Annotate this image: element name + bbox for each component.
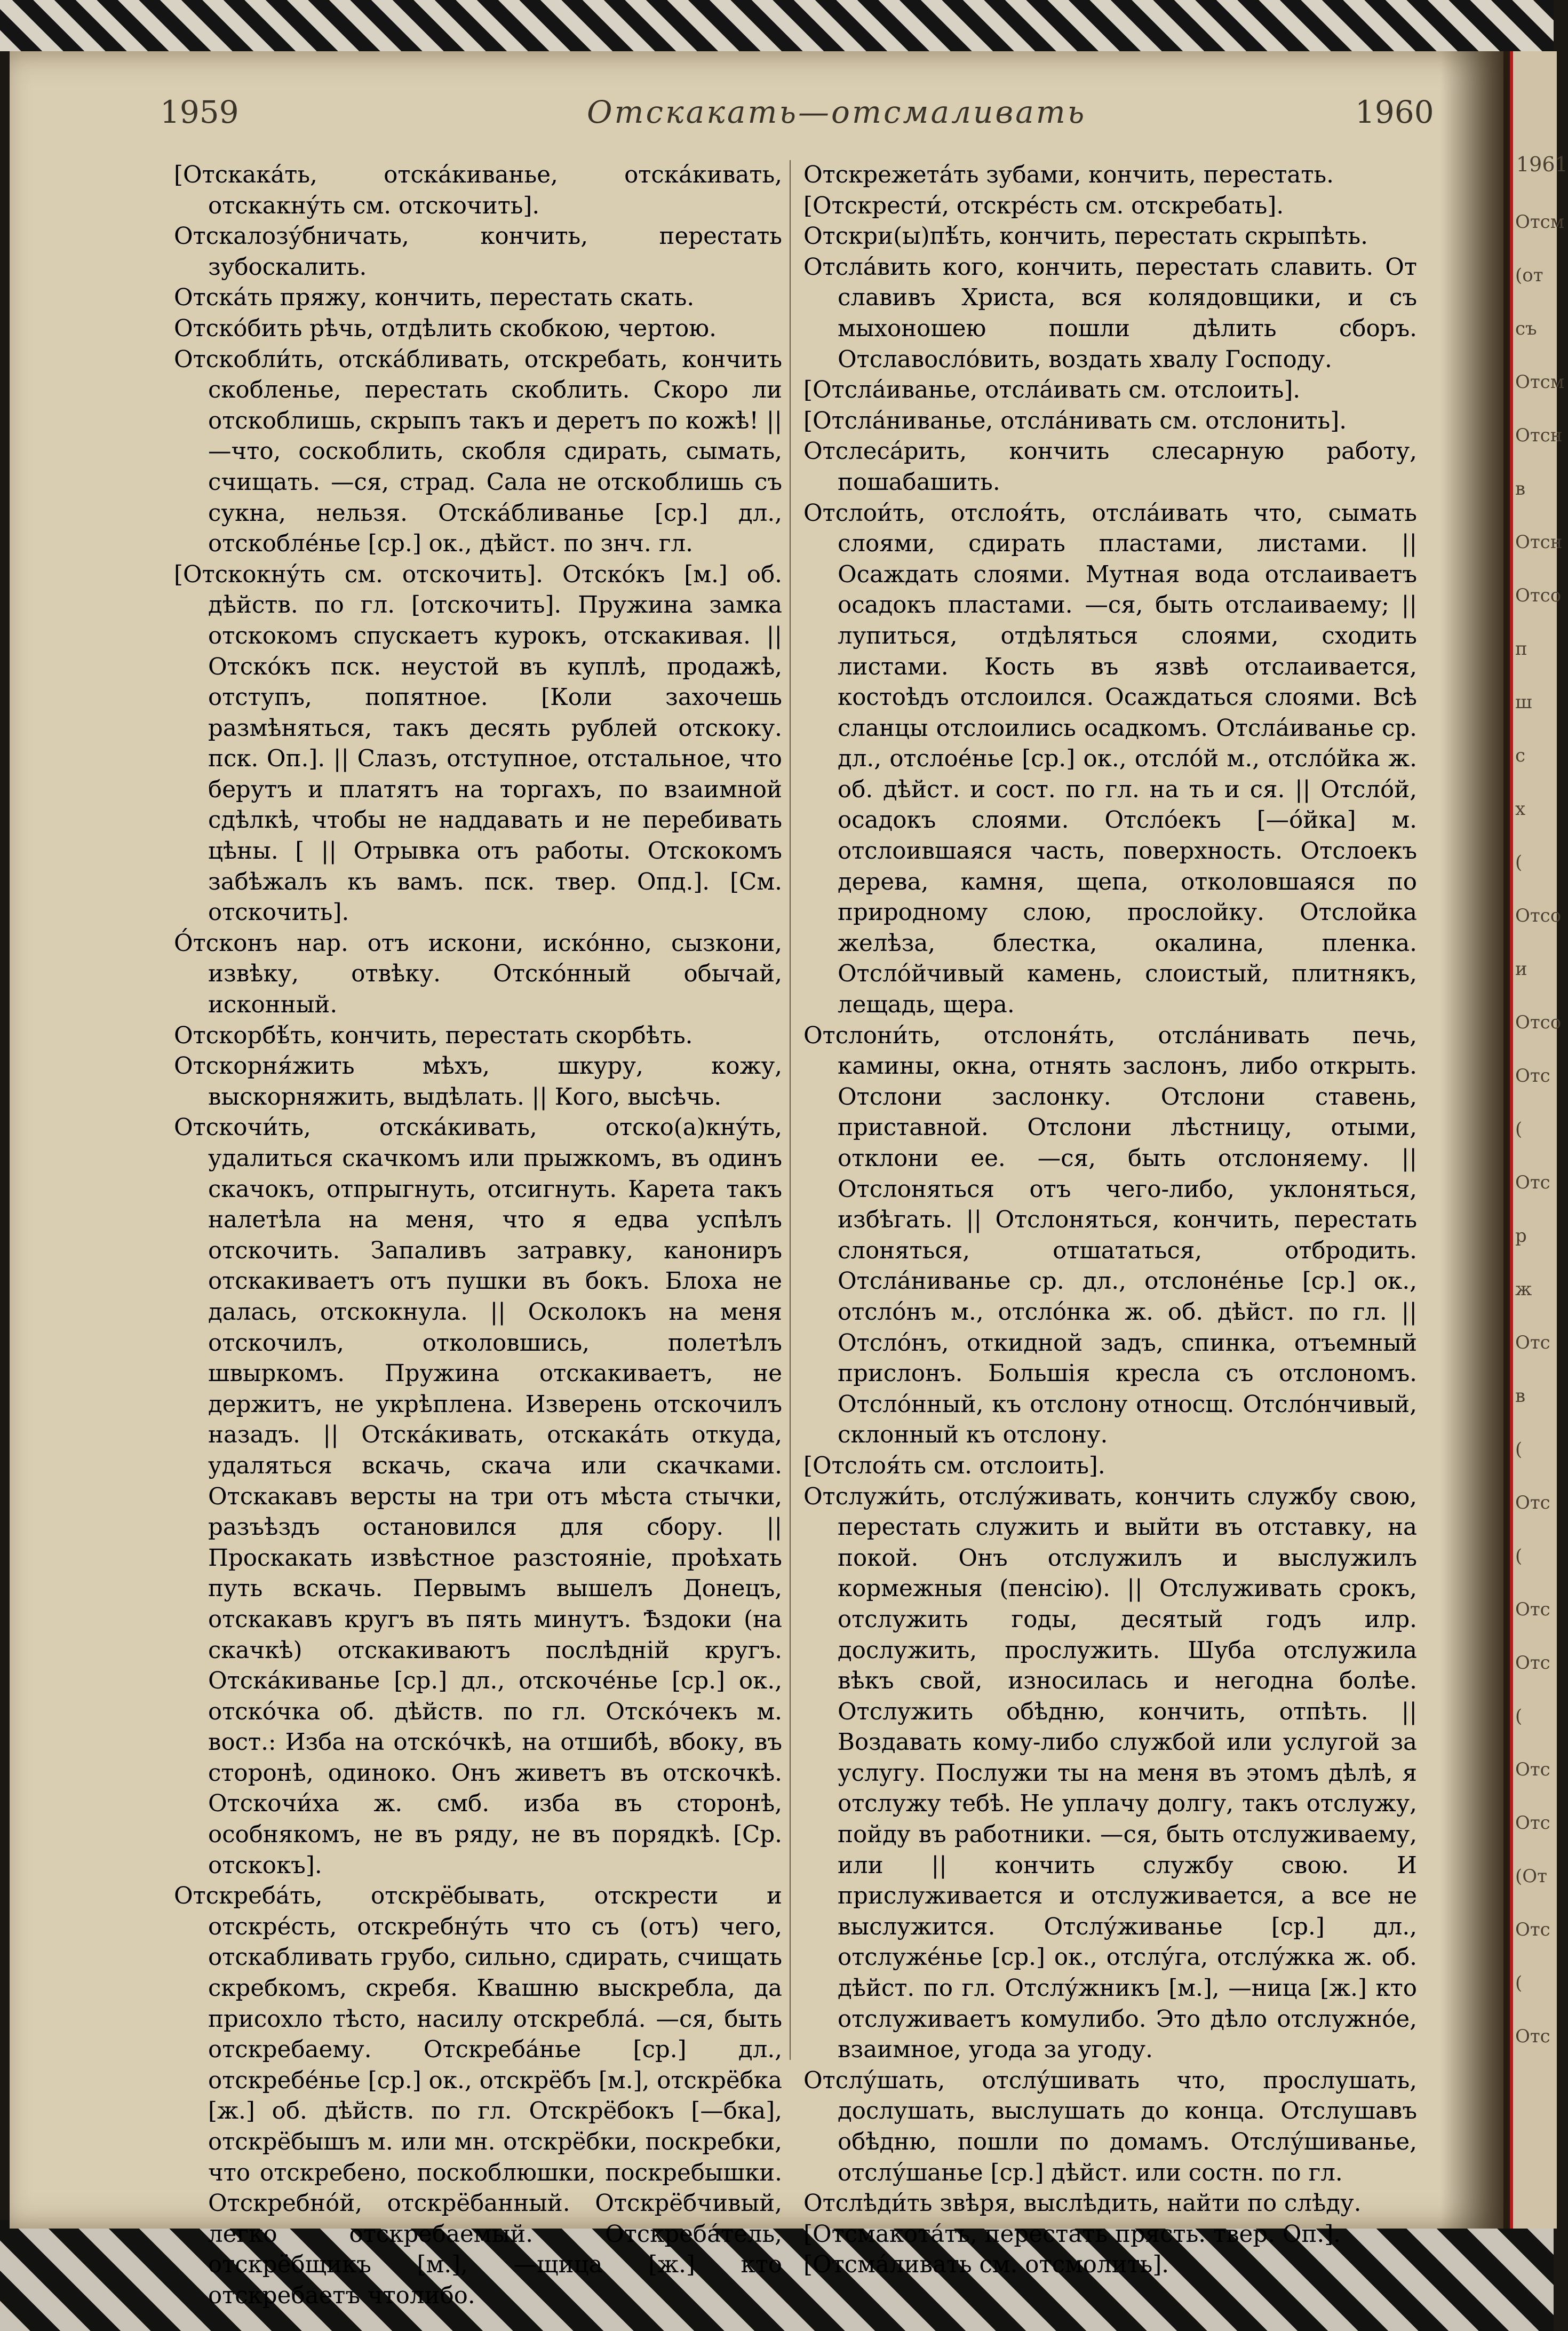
next-page-fragment: и: [1515, 958, 1527, 980]
dictionary-entry: Отслои́ть, отслоя́ть, отсла́ивать что, сымать слоями, сдирать пластами, листами. || Осаждать слоями. Мутная вода отслаиваетъ осадокъ пластами. —ся, быть отслаиваему; || лупиться, отдѣляться слоями, сходить листами. Кость въ язвѣ отслаивается, костоѣдъ отслоился. Осаждаться слоями. Всѣ сланцы отслоились осадкомъ. Отсла́иванье ср. дл., отслое́нье [ср.] ок., отсло́й м., отсло́йка ж. об. дѣйст. и сост. по гл. на ть и ся. || Отсло́й, осадокъ слоями. Отсло́екъ [—о́йка] м. отслоившаяся часть, поверхность. Отслоекъ дерева, камня, щепа, отколовшаяся по природному слою, прослойку. Отслойка желѣза, блестка, окалина, пленка. Отсло́йчивый камень, слоистый, плитнякъ, лещадь, щера.: [803, 500, 1417, 1019]
dictionary-entry: Отсла́вить кого, кончить, перестать славить. От славивъ Христа, вся колядовщики, и съ мыхоношею пошли дѣлить сборъ. Отславосло́вить, воздать хвалу Господу.: [803, 253, 1417, 373]
next-page-fragment: (: [1515, 1439, 1523, 1460]
next-page-fragment: в: [1515, 478, 1526, 500]
next-page-fragment: п: [1515, 638, 1527, 660]
next-page-fragment: Отс: [1515, 2026, 1550, 2047]
next-page-fragment: Отсн: [1515, 425, 1563, 446]
next-page-fragment: Отс: [1515, 1812, 1550, 1834]
next-page-fragment: с: [1515, 745, 1526, 766]
right-column: [803, 160, 1417, 2279]
dictionary-entry: Отско́бить рѣчь, отдѣлить скобкою, чертою.: [174, 315, 717, 342]
dictionary-entry: [Отслоя́ть см. отслоить].: [803, 1452, 1105, 1479]
dictionary-entry: [Отсла́ниванье, отсла́нивать см. отслонить].: [803, 407, 1347, 434]
next-page-edge: [1510, 51, 1568, 2229]
next-page-fragment: х: [1515, 798, 1526, 820]
dictionary-entry: Отслони́ть, отслоня́ть, отсла́нивать печь, камины, окна, отнять заслонъ, либо открыть. Отслони заслонку. Отслони ставень, приставной. Отслони лѣстницу, отыми, отклони ее. —ся, быть отслоняему. || Отслоняться отъ чего-либо, уклоняться, избѣгать. || Отслоняться, кончить, перестать слоняться, отшататься, отбродить. Отсла́ниванье ср. дл., отслоне́нье [ср.] ок., отсло́нъ м., отсло́нка ж. об. дѣйст. по гл. || Отсло́нъ, откидной задъ, спинка, отъемный прислонъ. Большія кресла съ отслономъ. Отсло́нный, къ отслону относщ. Отсло́нчивый, склонный къ отслону.: [803, 1022, 1417, 1449]
background-strip-top: [0, 0, 1554, 51]
dictionary-entry: Отскорня́жить мѣхъ, шкуру, кожу, выскорняжить, выдѣлать. || Кого, высѣчь.: [174, 1053, 782, 1111]
dictionary-entry: Отскорбѣ́ть, кончить, перестать скорбѣть.: [174, 1022, 693, 1049]
dictionary-entry: Отслѣди́ть звѣря, выслѣдить, найти по слѣду.: [803, 2190, 1362, 2217]
next-page-fragment: Отс: [1515, 1332, 1550, 1353]
dictionary-entry: Отслеса́рить, кончить слесарную работу, пошабашить.: [803, 438, 1417, 496]
next-page-fragment: Отс: [1515, 1065, 1550, 1087]
next-page-fragment: (: [1515, 1706, 1523, 1727]
next-page-fragment: (: [1515, 1545, 1523, 1567]
next-page-fragment: (: [1515, 1972, 1523, 1994]
dictionary-entry: Отскрежета́ть зубами, кончить, перестать.: [803, 162, 1334, 188]
page-number-left: 1959: [160, 94, 239, 130]
next-page-fragment: Отс: [1515, 1492, 1550, 1513]
dictionary-entry: Отскреба́ть, отскрёбывать, отскрести и отскре́сть, отскребну́ть что съ (отъ) чего, отскабливать грубо, сильно, сдирать, счищать скребкомъ, скребя. Квашню выскребла, да присохло тѣсто, насилу отскребла́. —ся, быть отскребаему. Отскреба́нье [ср.] дл., отскребе́нье [ср.] ок., отскрёбъ [м.], отскрёбка [ж.] об. дѣйств. по гл. Отскрёбокъ [—бка], отскрёбышъ м. или мн. отскрёбки, поскребки, что отскребено, поскоблюшки, поскребышки. Отскребно́й, отскрёбанный. Отскрёбчивый, легко отскребаемый. Отскреба́тель, отскрёбщикъ [м.], —щица [ж.] кто отскребаетъ чтолибо.: [174, 1883, 782, 2309]
dictionary-entry: Отскри(ы)пѣ́ть, кончить, перестать скрыпѣть.: [803, 223, 1368, 250]
dictionary-entry: Отслу́шать, отслу́шивать что, прослушать, дослушать, выслушать до конца. Отслушавъ обѣдню, пошли по домамъ. Отслу́шиванье, отслу́шанье [ср.] дѣйст. или состн. по гл.: [803, 2067, 1417, 2186]
dictionary-entry: [Отсма́ливать см. отсмолить].: [803, 2251, 1169, 2279]
dictionary-entry: [Отскака́ть, отска́киванье, отска́кивать, отскакну́ть см. отскочить].: [174, 162, 782, 219]
dictionary-entry: [Отсмакота́ть, перестать прясть. твер. Оп.].: [803, 2221, 1341, 2248]
book-gutter-shadow: [1440, 51, 1510, 2229]
next-page-fragment: Отсн: [1515, 532, 1563, 553]
dictionary-entry: [Отскокну́ть см. отскочить]. Отско́къ [м.] об. дѣйств. по гл. [отскочить]. Пружина замка отскокомъ спускаетъ курокъ, отскакивая. || Отско́къ пск. неустой въ куплѣ, продажѣ, отступъ, попятное. [Коли захочешь размѣняться, такъ десять рублей отскоку. пск. Оп.]. || Слазъ, отступное, отстальное, что берутъ и платятъ на торгахъ, по взаимной сдѣлкѣ, чтобы не наддавать и не перебивать цѣны. [ || Отрывка отъ работы. Отскокомъ забѣжалъ къ вамъ. пск. твер. Опд.]. [См. отскочить].: [174, 561, 782, 926]
next-page-fragment: ш: [1515, 692, 1532, 713]
dictionary-entry: Отска́ть пряжу, кончить, перестать скать.: [174, 284, 695, 312]
next-page-fragment: Отсо: [1515, 1012, 1562, 1033]
next-page-fragment: Отсм: [1515, 371, 1565, 393]
dictionary-entry: О́тсконъ нар. отъ искони, иско́нно, сызкони, извѣку, отвѣку. Отско́нный обычай, исконный.: [174, 930, 782, 1019]
running-head: Отскакать—отсмаливать: [587, 94, 1087, 130]
next-page-fragment: (От: [1515, 1866, 1547, 1887]
next-page-fragment: р: [1515, 1225, 1527, 1247]
next-page-number: 1961: [1516, 153, 1568, 176]
next-page-fragment: Отсо: [1515, 905, 1562, 926]
next-page-fragment: Отсо: [1515, 585, 1562, 606]
next-page-fragment: Отс: [1515, 1599, 1550, 1620]
next-page-fragment: Отс: [1515, 1759, 1550, 1780]
next-page-fragment: ж: [1515, 1279, 1532, 1300]
next-page-fragment: Отс: [1515, 1172, 1550, 1193]
next-page-fragment: (: [1515, 1119, 1523, 1140]
next-page-fragment: Отс: [1515, 1919, 1550, 1940]
dictionary-entry: Отскалозу́бничать, кончить, перестать зубоскалить.: [174, 223, 782, 281]
next-page-fragment: в: [1515, 1385, 1526, 1407]
next-page-fragment: съ: [1515, 318, 1537, 339]
dictionary-entry: Отслужи́ть, отслу́живать, кончить службу свою, перестать служить и выйти въ отставку, на покой. Онъ отслужилъ и выслужилъ кормежныя (пенсію). || Отслуживать срокъ, отслужить годы, десятый годъ илр. дослужить, прослужить. Шуба отслужила вѣкъ свой, износилась и негодна болѣе. Отслужить обѣдню, кончить, отпѣть. || Воздавать кому-либо службой или услугой за услугу. Послужи ты на меня въ этомъ дѣлѣ, я отслужу тебѣ. Не уплачу долгу, такъ отслужу, пойду въ работники. —ся, быть отслуживаему, или || кончить службу свою. И прислуживается и отслуживается, а все не выслужится. Отслу́живанье [ср.] дл., отслуже́нье [ср.] ок., отслу́га, отслу́жка ж. об. дѣйст. по гл. Отслу́жникъ [м.], —ница [ж.] кто отслуживаетъ комулибо. Это дѣло отслужно́е, взаимное, угода за угоду.: [803, 1483, 1417, 2064]
dictionary-entry: [Отсла́иванье, отсла́ивать см. отслоить].: [803, 377, 1301, 404]
next-page-fragment: (: [1515, 852, 1523, 873]
dictionary-entry: Отскочи́ть, отска́кивать, отско(а)кну́ть, удалиться скачкомъ или прыжкомъ, въ одинъ скачокъ, отпрыгнуть, отсигнуть. Карета такъ налетѣла на меня, что я едва успѣлъ отскочить. Запаливъ затравку, канониръ отскакиваетъ отъ пушки въ бокъ. Блоха не далась, отскокнула. || Осколокъ на меня отскочилъ, отколовшись, полетѣлъ швыркомъ. Пружина отскакиваетъ, не держитъ, не укрѣплена. Изверень отскочилъ назадъ. || Отска́кивать, отскака́ть откуда, удаляться вскачь, скача или скачками. Отскакавъ версты на три отъ мѣста стычки, разъѣздъ остановился для сбору. || Проскакать извѣстное разстояніе, проѣхать путь вскачь. Первымъ вышелъ Донецъ, отскакавъ кругъ въ пять минутъ. Ѣздоки (на скачкѣ) отскакиваютъ послѣдній кругъ. Отска́киванье [ср.] дл., отскоче́нье [ср.] ок., отско́чка об. дѣйств. по гл. Отско́чекъ м. вост.: Изба на отско́чкѣ, на отшибѣ, вбоку, въ сторонѣ, одиноко. Онъ живетъ въ отскочкѣ. Отскочи́ха ж. смб. изба въ сторонѣ, особнякомъ, не въ ряду, не въ порядкѣ. [Ср. отскокъ].: [174, 1114, 782, 1879]
next-page-fragment: Отс: [1515, 1652, 1550, 1674]
next-page-fragment: (от: [1515, 265, 1543, 286]
next-page-fragment: Отсм: [1515, 211, 1565, 233]
page-number-right: 1960: [1355, 94, 1434, 130]
left-column: [174, 160, 782, 2309]
dictionary-entry: Отскобли́ть, отска́бливать, отскребать, кончить скобленье, перестать скоблить. Скоро ли отскоблишь, скрыпъ такъ и деретъ по кожѣ! || —что, соскоблить, скобля сдирать, сымать, счищать. —ся, страд. Сала не отскоблишь съ сукна, нельзя. Отска́бливанье [ср.] дл., отскобле́нье [ср.] ок., дѣйст. по знч. гл.: [174, 346, 782, 558]
dictionary-entry: [Отскрести́, отскре́сть см. отскребать].: [803, 192, 1284, 219]
column-divider: [790, 160, 791, 2060]
